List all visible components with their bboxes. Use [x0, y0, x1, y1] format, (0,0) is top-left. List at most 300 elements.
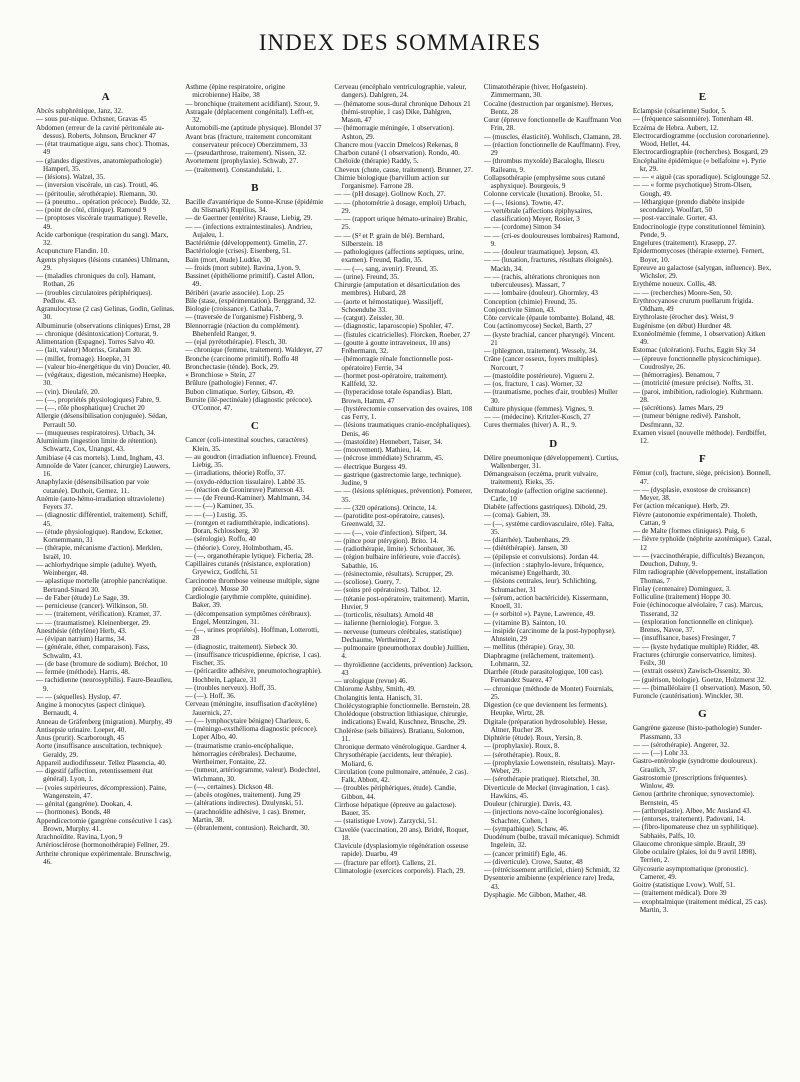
index-entry: — — (—) Lustig, 35. — [185, 510, 248, 519]
index-entry: Chronique dermato vénérologique. Gardner 4. — [334, 743, 467, 751]
index-entry: Cures thermales (hiver) A. R., 9. — [483, 421, 577, 430]
index-entry: — (vitamine B). Sainton, 10. — [483, 618, 567, 627]
index-entry: Duodénum (bulbe, travail mécanique). Schmidt Ingelein, 32. — [483, 833, 620, 850]
index-entry: — (—, propriétés physiologiques) Fabre, 9. — [36, 395, 161, 404]
index-entry: — (traumatisme, poches d'air, troubles) Muller 30. — [483, 388, 618, 405]
index-entry: — (catgut). Zeissler, 30. — [334, 314, 404, 322]
index-entry: Arachnoïdite. Ravina, Lyon, 9 — [36, 833, 123, 841]
section-letter: F — [699, 453, 706, 466]
index-entry: — (extrait osseux) Zawisch-Ossenitz, 30. — [632, 667, 752, 676]
index-entry: — (à pneumo... opération précoce). Budde, 32. — [36, 197, 171, 206]
index-entry: Culture physique (femmes). Vignes, 9. — [483, 404, 594, 413]
index-entry: Film radiographie (développement, installation Thomas, 7 — [632, 568, 768, 585]
index-entry: Anémie (auto-hémo-irradiation ultraviolette) Feyers 37. — [36, 494, 165, 511]
index-entry: — — (cordome) Simon 34 — [483, 223, 561, 232]
index-entry: Anaphylaxie (désensibilisation par voie cutanée). Duthoit, Gernez. 11. — [36, 478, 150, 495]
index-entry: — (hystérectomie conservation des ovaires, 108 cas Ferry, 1. — [334, 404, 473, 421]
index-entry: Dysphagie. Mc Gibbon, Mather, 48. — [483, 890, 587, 899]
index-entry: Chrysothérapie (accidents, leur thérapie). Moliard, 6. — [334, 751, 453, 768]
index-entry: — (troubles circulatoires périphériques). Pedlow. 43. — [36, 288, 153, 305]
index-entry: Astragale (déplacement congénital). Lefft-er, 32. — [185, 107, 314, 124]
index-entry: — pathologiques (affections septiques, urine, examen). Freund, Radin, 35. — [334, 248, 464, 265]
index-entry: — (diverticule). Crowe, Sauter, 48 — [483, 857, 583, 866]
index-entry: — — (vaccinothérapie, difficultés) Bezançon, Deuchon, Duhuy, 9. — [632, 551, 765, 568]
index-entry: Conception (chimie) Freund, 35. — [483, 297, 578, 306]
index-entry: — (hormet post-opératoire, traitement). Kallfeld, 32. — [334, 371, 448, 388]
index-entry: Bronche (carcinome primitif). Roffo 48 — [185, 354, 299, 363]
index-entry: — (insuffisance tricuspidienne, épicrise, 1 cas). Fischer, 35. — [185, 650, 322, 667]
index-entry: — (statistique Lvow). Zarzycki, 51. — [334, 817, 437, 826]
index-entry: Bursite (ilé-pectinéale) (diagnostic précoce). O'Connor, 47. — [185, 395, 313, 412]
index-entry: — — (séquelles). Hyslop, 47. — [36, 692, 122, 701]
index-entry: « Bronchiose » Stein, 27 — [185, 371, 256, 379]
index-entry: Agranulocytose (2 cas) Gelinas, Godin, Gelinas. 30. — [36, 305, 175, 322]
index-entry: — (nécrose immédiate) Schramm, 45. — [334, 454, 444, 463]
index-entry: Furoncle (cautérisation). Winckler, 30. — [632, 692, 744, 700]
index-entry: Clavelée (vaccination, 20 ans). Bridré, Roquet, 18. — [334, 825, 469, 842]
index-entry: — (fibro-lipomateuse chez un syphilitique). Sabhaiès, Palfs, 10. — [632, 823, 759, 840]
index-entry: — (évipan natrium) Harms, 34. — [36, 635, 127, 643]
index-entry: — (glandes digestives, anatomiepathologie) Hamperl, 35. — [36, 156, 162, 173]
index-entry: Folliculine (traitement) Hoppe 30. — [632, 593, 731, 601]
index-entry: Cancer (coli-intestinal souches, caractères) Klein, 35. — [185, 436, 308, 453]
index-entry: — (exploration fonctionnelle en clinique). Brenes, Navoe, 37. — [632, 617, 754, 634]
section-letter: C — [250, 420, 259, 433]
index-entry: — — (de Freund-Kaminer). Mahlmann, 34. — [185, 494, 311, 502]
index-entry: Engelures (traitement). Krasepp, 27. — [632, 239, 737, 247]
index-entry: — gastrique (gastrectomie large, technique). Judine, 9 — [334, 470, 462, 487]
index-entry: — — (cri-es douloureuses lombaires) Ramond, 9. — [483, 231, 620, 248]
index-entry: Finlay (centenaire) Dominguez, 3. — [632, 584, 731, 593]
index-entry: Bubon climatique. Sorley, Gibson, 49. — [185, 387, 295, 396]
index-entry: — (décompensation symptômes cérébraux). Engel, Mentzingen, 31. — [185, 609, 312, 626]
index-entry: Climatologie (exercices corporels). Flach, 29. — [334, 866, 466, 875]
index-entry: — (entorses, traitement). Padovani, 14. — [632, 815, 746, 823]
index-entry: Angine à monocytes (aspect clinique). Bernaudt, 4. — [36, 701, 146, 718]
index-entry: — — (—, sang, avenir). Freund, 35. — [334, 264, 439, 273]
index-entry: — (muscles, élasticité). Wohlisch, Clamann, 28. — [483, 132, 622, 141]
index-entry: — (hémorragie méningée, 1 observation). Ashton, 29. — [334, 124, 455, 141]
index-entry: — (épreuve fonctionnelle physicochimique). Coudroslye, 26. — [632, 354, 761, 371]
index-entry: — (thérapie, mécanisme d'action). Merklen, Israël, 10. — [36, 544, 163, 561]
index-entry: Agents physiques (lésions cutanées) Uhlmann, 29. — [36, 255, 170, 272]
index-entry: Diabète (affections gastriques). Dibold, 29. — [483, 503, 608, 511]
index-entry: — (générale, éther, comparaison). Fass, Schwalm, 43. — [36, 643, 150, 660]
index-entry: — — (kyste hydatique multiple) Ridder, 48. — [632, 642, 760, 651]
index-entry: — — (—) Lohr 33. — [632, 749, 689, 757]
index-entry: — italienne (herniologie). Forgue. 3. — [334, 619, 440, 628]
index-entry: — (lait, valeur) Morriss, Graham 30. — [36, 346, 142, 355]
index-entry: — — lombaire (douleur). Ghormley, 43 — [483, 289, 598, 298]
index-entry: — (tumeur, artériogramme, valeur). Bodechtel, Wichmann, 30. — [185, 766, 321, 783]
index-entry: — (—). Hoff, 36. — [185, 692, 236, 700]
index-entry: — (goutte à goutte intraveineux, 10 ans) Fréhermann, 32. — [334, 338, 451, 355]
index-entry: — au goudron (irradiation influence). Freund, Liebig, 35. — [185, 452, 317, 469]
index-entry: Anus (prurit). Scarborough, 45 — [36, 734, 125, 742]
index-entry: — (arthroplastie). Albee, Mc Ausland 43. — [632, 806, 752, 815]
index-entry: — (—, système cardiovasculaire, rôle). Falta, 35. — [483, 519, 614, 536]
index-entry: — — (traumatisme). Kleinenberger, 29. — [36, 618, 151, 627]
index-entry: Gangrène gazeuse (histo-pathologie) Sunder-Plassmann, 33 — [632, 724, 763, 741]
index-entry: — (diagnostic, traitement). Siebeck 30. — [185, 642, 298, 651]
index-entry: — (prophylaxie Lowenstein, résultats). Mayr-Weber, 29. — [483, 758, 616, 775]
index-entry: Chirurgie (amputation et désarticulation des membres). Hubard, 28 — [334, 281, 460, 298]
index-entry: Erythème noueux. Collis, 48. — [632, 280, 717, 289]
index-entry: Biologie (croissance). Cathala, 7. — [185, 305, 281, 313]
index-entry: — — « forme psychotique) Strom-Olsen, Gough, 49. — [632, 181, 752, 198]
index-entry: — (tétanie post-opératoire, traitement). Martin, Huvier, 9 — [334, 594, 470, 611]
index-entry: Charbon cutané (1 observation). Rondo, 40. — [334, 149, 460, 157]
index-entry: — (altérations indirectes). Dzulynski, 51. — [185, 799, 304, 808]
index-entry: Globe oculaire (plaies, loi du 9 avril 1898). Terrien, 2. — [632, 848, 757, 865]
index-entry: Cheveux (chute, cause, traitement). Brunner, 27. — [334, 165, 473, 174]
index-entry: Conjonctivite Simon, 43. — [483, 305, 556, 314]
index-entry: — (parotidite post-opératoire, causes). Greenwald, 32. — [334, 512, 445, 529]
index-entry: Gastro-entérologie (syndrome douloureux). Graulich, 37. — [632, 757, 758, 774]
index-entry: — — (rachis, altérations chroniques non tuberculeuses). Massart, 7 — [483, 272, 600, 289]
index-entry: — — (—, voie d'infection). Sifpert, 34. — [334, 528, 448, 537]
index-entry: — (hématome sous-dural chronique Dehoux 21 (hémi-strophie, 1 cas) Dike, Dahlgren, Mason, 47 — [334, 99, 471, 124]
index-entry: — (troubles périphériques, étude). Candie, Gibbon, 44. — [334, 784, 457, 801]
index-entry: Erythrolaste (érocher des). Weist, 9 — [632, 313, 734, 322]
index-entry: — — (—) Kaminer, 35. — [185, 502, 254, 511]
index-entry: — (traversée de l'organisme) Fishberg, 9. — [185, 313, 304, 322]
index-entry: — (aorte et hémostatique). Wassiljeff, Schoendube 33. — [334, 297, 444, 314]
index-entry: Appareil audiodifusseur. Tellez Plasencia, 40. — [36, 758, 167, 767]
index-entry: Bassinet (épithéliome primitif). Castel Allon, 49. — [185, 272, 315, 289]
index-entry: Albuminurie (observations cliniques) Ernst, 28 — [36, 321, 171, 330]
index-entry: — (prophylaxie). Roux, 8. — [483, 742, 560, 751]
index-entry: — de Malte (formes cliniques). Puig, 6 — [632, 527, 745, 535]
index-entry: — chronique (désintoxication) Corturat, 9. — [36, 329, 159, 338]
index-entry: — aplastique mortelle (atrophie pancréatique. Bertrand-Sinard 30. — [36, 577, 168, 594]
index-entry: Electrocardiogramme (occlusion coronarienne). Wood, Hellet, 44. — [632, 131, 770, 148]
index-entry: — (diététhérapie). Jansen, 30 — [483, 544, 568, 553]
index-entry: Abdomen (erreur de la cavité péritonéale au-dessus). Roberts, Johnson, Bruckner 47 — [36, 123, 165, 140]
index-entry: — (urine). Freund, 35. — [334, 272, 400, 281]
index-entry: — mellitus (thérapie). Gray, 30. — [483, 643, 575, 652]
index-entry: Clavicule (dysplasiomyie régénération osseuse rapide). Duarbu, 49 — [334, 842, 469, 859]
index-entry: Glycosurie asymptomatique (pronostic). Camerer, 49. — [632, 864, 749, 881]
index-entry: — — (rapport urique hémato-urinaire) Brahic, 25. — [334, 215, 468, 232]
index-entry: — chronique (méthode de Montet) Fournials, 25. — [483, 684, 614, 701]
index-entry: — (abcès otogènes, traitement). Jung 29 — [185, 791, 301, 799]
index-entry: Cerveau (encéphalo ventriculographie, valeur, dangers). Dahlgren, 24. — [334, 83, 467, 100]
index-entry: Foie (échinocoque alvéolaire, 7 cas). Marcus, Tisserand, 32 — [632, 601, 763, 618]
index-entry: — (lésions traumatiques cranio-encéphaliques). Denis, 46 — [334, 421, 471, 438]
index-entry: Eclampsie (césarienne) Sudor, 5. — [632, 107, 727, 115]
index-entry: — (sérologie). Roffo, 40 — [185, 535, 256, 544]
index-entry: — (phlegmon, traitement). Wessely, 34. — [483, 347, 598, 355]
index-entry: — — (médecine). Kritzler-Kosch, 27 — [483, 413, 591, 421]
index-entry: — (torticolis, résultats). Arnold 48 — [334, 611, 434, 619]
index-entry: Acide carbonique (respiration du sang). Marx, 32. — [36, 230, 169, 247]
index-entry: Fièvre (autonomie expérimentale). Tholeth, Cattan, 9 — [632, 510, 758, 527]
index-entry: Cœur (épreuve fonctionnelle de Kauffmann Von Frin, 28. — [483, 116, 622, 133]
index-entry: Brûlure (pathologie) Fenner, 47. — [185, 379, 278, 388]
index-entry: Chancre mou (vaccin Dmelcos) Rekenas, 8 — [334, 140, 459, 149]
index-entry: Blennorragie (réaction du complément). Bhehenfeld Ranger, 9. — [185, 321, 300, 338]
index-entry: Démangeaison (eczéma, prurit vulvaire, traitement). Rieks, 35. — [483, 470, 599, 487]
index-entry: — (vin). Dieulafé, 20. — [36, 387, 100, 396]
index-entry: Digestion (ce que deviennent les ferments). Heupke, Wirtz, 28. — [483, 701, 608, 718]
index-entry: Circulation (cone pulmonaire, atténuée, 2 cas). Falk, Abbott, 42. — [334, 767, 469, 784]
index-entry: Diarrhée (étude parasitologique, 100 cas). Fernandez Suarez, 47 — [483, 668, 604, 685]
index-entry: Fractures (chirurgie conservatrice, limites). Feilx, 30 — [632, 650, 757, 667]
index-entry: — (motricité (mesure précise). Noffts, 31. — [632, 379, 754, 388]
index-entry: — léthargique (prendo diabète insipide secondaire). Woolfart, 50 — [632, 197, 745, 214]
index-entry: — — (lésions spléniques, prévention). Pomerer, 35. — [334, 487, 473, 504]
index-entry: — génital (gangrène). Dookan, 4. — [36, 800, 133, 808]
index-entry: — (tumeur bénigne redivé). Pansholt, Desfmrann, 32. — [632, 412, 741, 429]
index-entry: — (—, organothérapie lytique). Ficheria, 28. — [185, 551, 314, 560]
index-entry: Epreuve au galactose (salyrgan, influence). Bex, Wichsler, 29. — [632, 263, 772, 280]
index-entry: — (résinectomie, résultats). Scrupper, 29. — [334, 569, 454, 578]
index-column — [185, 83, 324, 1068]
index-entry: — (diagnostic différentiel, traitement). Schiff, 45. — [36, 511, 168, 528]
index-entry: Estomac (ulcération). Fuchs, Eggin Sky 34 — [632, 346, 756, 355]
index-entry: Diphtérie (étude). Roux, Yersin, 8. — [483, 734, 583, 742]
index-column — [633, 83, 772, 1068]
index-entry: — — (320 opérations). Orincte, 14. — [334, 503, 437, 512]
index-entry: — (insuffisance, bases) Fresinger, 7 — [632, 634, 736, 643]
index-entry: Aluminium (ingestion limite de rétention). Schwartz, Cox, Unangst, 43. — [36, 437, 158, 454]
index-entry: — (lésions). Walzel, 35. — [36, 173, 106, 181]
index-entry: Cholérèse (sels biliaires). Bratianu, Solomon, 11. — [334, 726, 465, 743]
index-entry: — (troubles nerveux). Hoff, 35. — [185, 683, 277, 692]
index-entry: Cerveau (méningite, insuffisation d'acétylène) Jauernick, 27. — [185, 700, 317, 717]
index-entry: — fermée (méthode). Harris, 48. — [36, 668, 130, 676]
index-entry: Cholédoque (obstruction lithiasique, chirurgie, indications) Ewald, Kuschnez, Brusche, 29. — [334, 710, 468, 727]
index-entry: — (fracture par effort). Callens, 21. — [334, 858, 437, 867]
index-entry: Colonne cervicale (luxation). Brooke, 51. — [483, 190, 603, 199]
index-entry: — — (bimalléolaire (1 observation). Mason, 50. — [632, 683, 772, 692]
index-entry: — (soins pré opératoires). Talbot. 12. — [334, 586, 442, 595]
index-entry: — (—, lésions). Towne, 47. — [483, 198, 564, 207]
index-entry: — (« sorbitol »). Payne, Lawrence, 49. — [483, 610, 596, 619]
index-entry: Côte cervicale (épaule tombante). Boland, 48. — [483, 314, 615, 322]
index-entry: — (muqueuses respiratoires). Urbach, 34. — [36, 428, 156, 437]
index-entry: — (scoliose). Guery, 7. — [334, 578, 401, 586]
index-entry: — (état traumatique aigu, sans choc). Thomas, 49 — [36, 140, 170, 157]
index-entry: — — (luxation, fractures, résultats éloignés). Mackh, 34. — [483, 256, 613, 273]
index-entry: — exophtalmique (traitement médical, 25 cas). Martin, 3. — [632, 897, 768, 914]
index-entry: — de Gaertner (entérite) Krause, Liebig, 29. — [185, 214, 313, 223]
index-entry: — thyroïdienne (accidents, prévention) Jackson, 43 — [334, 660, 473, 677]
index-entry: Alimentation (Espagne). Torres Salvo 40. — [36, 338, 155, 346]
index-entry: Aorte (insuffisance auscultation, technique). Geraldy, 29. — [36, 742, 163, 759]
index-entry: Douleur (chirurgie). Davis, 43. — [483, 800, 572, 808]
index-entry: — (cancer primitif) Egle, 46. — [483, 849, 567, 858]
section-letter: B — [251, 181, 259, 194]
index-entry: Capillaires cutanés (résistance, exploration) Gryewicz, Godfchi, 51 — [185, 560, 311, 577]
index-entry: — post-vaccinale. Gorter, 43. — [632, 214, 718, 223]
index-entry: — fièvre typhoïde (néphrite azotémique). Cazal, 12 — [632, 535, 772, 552]
index-entry: — nerveuse (tumeurs cérébrales, statistique) Dechaume, Wertheimer, 2 — [334, 627, 462, 644]
index-entry: — (valeur bio-énergétique du vin) Doucier, 40. — [36, 362, 171, 371]
index-entry: — (coma). Gabiert, 39. — [483, 511, 551, 520]
index-entry: Digitale (préparation hydrosoluble). Hesse, Altner, Rucher 28. — [483, 717, 608, 734]
index-entry: — (réaction fonctionnelle de Kauffmann). Frey, 29 — [483, 140, 621, 157]
index-entry: Genou (arthrite chronique, synovectomie). Bernstein, 45 — [632, 790, 755, 807]
index-entry: Acupuncture Flandin. 10. — [36, 247, 109, 256]
index-entry: — pulmonaire (pneumothorax double) Juillien, 4. — [334, 644, 470, 661]
index-entry: — (arachnoïdite adhésive, 1 cas). Bremer, Martin, 38. — [185, 807, 306, 824]
index-entry: Electrocardiographie (recherches). Bosgard, 29 — [632, 148, 768, 157]
index-entry: Gastrostomie (prescriptions fréquentes). Winlow, 49. — [632, 773, 748, 790]
index-entry: Asthme (épine respiratoire, origine microbienne) Haibe, 38 — [185, 83, 286, 100]
index-entry: — (injections novo-caïne locorégionales). Schachter, Cohen, 1 — [483, 808, 604, 825]
index-entry: — (thrombus myxoïde) Bacaloglu, Iliescu Raileanu, 9. — [483, 157, 605, 174]
index-entry: — (irradiations, théorie) Roffo, 37. — [185, 469, 286, 478]
index-entry: — froids (mort subite). Ravina, Lyon. 9. — [185, 263, 301, 272]
index-entry: Epidermomycoses (thérapie externe). Fernert, Boyer, 10. — [632, 247, 764, 264]
index-entry: — (lésions centrales, leur). Schlichting, Schumacher, 31 — [483, 577, 597, 594]
index-entry: Antisepsie urinaire. Loeper, 40. — [36, 725, 127, 734]
index-entry: — digestif (affection, retentissement état général). Lyon, 1. — [36, 767, 153, 784]
index-entry: — insipide (carcinome de la post-hypophyse). Ahnstein, 29 — [483, 626, 616, 643]
index-entry: Diverticule de Meckel (invagination, 1 cas). Hawkins, 45. — [483, 783, 610, 800]
index-entry: — (guérison, biologie). Goetze, Holzmerst 32. — [632, 675, 766, 684]
index-entry: — (paroi, imbibition, radiologie). Kuhrmann. 28. — [632, 387, 763, 404]
index-column — [36, 83, 175, 1068]
index-entry: — (pseudarthrose, traitement). Nissen, 32. — [185, 149, 307, 157]
index-entry: — vertébrale (affections épiphysaires, classification) Meyer, Rosier, 3 — [483, 206, 593, 223]
index-entry: — (infection : staphylo-levure, fréquence, mécanisme) Engelhardt, 30. — [483, 560, 604, 577]
index-entry: — (diarrhée). Taubenhaus, 29. — [483, 536, 571, 544]
index-entry: — achlorhydrique simple (adulte). Wyeth, Weinberger, 48. — [36, 560, 157, 577]
index-entry: — de Faber (étude) Le Sage, 39. — [36, 593, 130, 602]
index-entry: — (fistules cicatricielles). Florcken, Roeber, 27 — [334, 330, 471, 339]
index-entry: — (voies supérieures, décompression). Paine, Wangenstein, 47. — [36, 783, 167, 800]
index-entry: Carcinome thrombose veineuse multiple, signe précoce). Mosse 30 — [185, 576, 320, 593]
index-entry: — (étude physiologique). Randow, Eckener, Kornemmann, 31 — [36, 527, 163, 544]
index-entry: — (mouvement). Mathieu, 14. — [334, 446, 422, 454]
index-entry: Appendicectomie (gangrène consécutive 1 cas). Brown, Murphy. 41. — [36, 816, 173, 833]
index-entry: — (traitement médical). Dore 39 — [632, 889, 727, 898]
index-entry: Bain (mort, étude) Ludtke, 30 — [185, 255, 271, 264]
index-entry: Bacille d'avantérique de Sonne-Kruse (épidémie du Slismark) Rupilius, 34. — [185, 197, 324, 214]
index-entry: Fémur (col), fracture, siège, précision). Bonnell, 47. — [632, 469, 771, 486]
index-entry: — (radiothérapie, limite). Schonbauer, 36. — [334, 545, 456, 553]
index-entry: — (réaction de Groninruve) Patterson 43. — [185, 485, 305, 494]
index-entry: — (—, certaines). Dickson 48. — [185, 782, 274, 791]
index-entry: — — (douleur traumatique). Jepson, 43. — [483, 248, 600, 256]
index-entry: Goitre (statistique Lvow). Wolf, 51. — [632, 881, 736, 889]
index-entry: Fer (action mécanique). Herb, 29. — [632, 502, 730, 511]
index-column — [334, 83, 473, 1068]
index-entry: Cholécystographie fonctionnelle. Bernstein, 28. — [334, 701, 471, 710]
index-entry: Délire pneumonique (développement). Curtius, Wallenberger, 31. — [483, 453, 619, 470]
index-entry: — (rétrécissement artificiel, chien) Schmidt, 32 — [483, 866, 620, 874]
index-entry: Arthrite chronique expérimentale. Brunschwig, 46. — [36, 849, 172, 866]
index-entry: Cardiologie (arythmie complète, quinidine). Baker, 39. — [185, 593, 312, 610]
index-entry: Chimie biologique (barvillum action sur l'organisme). Farrone 28. — [334, 173, 450, 190]
index-entry: — (kyste brachial, cancer pharyngé). Vincent. 21 — [483, 330, 616, 347]
index-entry: — (hormones). Bonds, 48 — [36, 808, 111, 817]
index-entry: — (de base (bromure de sodium). Bréchot, 10 — [36, 659, 168, 668]
index-entry: — (ejal pyrétothérapie). Flesch, 30. — [185, 338, 287, 346]
index-entry: — (sérum, action bactéricide). Kissermann, Knoell, 31. — [483, 593, 609, 610]
index-entry: — (sécrétions). James Mars, 29 — [632, 404, 724, 412]
index-entry: Amnoïde de Vater (cancer, chirurgie) Lauwers, 16. — [36, 461, 171, 478]
index-entry: Dysenterie amibienne (expérience rare) Ireda, 43. — [483, 874, 615, 891]
index-entry: — (pince pour ptérygion). Brito. 14. — [334, 536, 439, 545]
index-entry: — — (pH dosage). Gollnow Koch, 27. — [334, 190, 446, 199]
index-entry: — (diagnostic, laparoscopie) Spohler, 47. — [334, 322, 454, 331]
index-entry: Bile (stase, (expérimentation). Berggrand, 32. — [185, 296, 316, 305]
index-entry: — (épilepsie et convulsions). Jordan 44. — [483, 552, 599, 561]
index-entry: Anneau de Gräfenberg (migration). Murphy, 49 — [36, 717, 173, 726]
section-letter: G — [698, 708, 707, 721]
index-entry: Anesthésie (éthylène) Herb, 43. — [36, 626, 127, 635]
index-entry: — (région bulbaire inférieure, voie d'accès). Sabathie, 16. — [334, 553, 461, 570]
index-entry: Climatothérapie (hiver, Hofgastein). Zimmermann, 30. — [483, 83, 588, 100]
index-entry: — rachidienne (neurosyphilis). Faure-Beaulieu, 9. — [36, 676, 173, 693]
index-entry: — (fréquence saisonnière). Tottenham 48. — [632, 115, 754, 124]
index-entry: Chlorome Ashby, Smith, 49. — [334, 685, 416, 694]
index-entry: Béribéri (avarie associée). Lop. 25 — [185, 288, 284, 297]
index-entry: Allergie (désensibilisation conjuguée). Sédan, Perrault 50. — [36, 412, 168, 429]
index-entry: Avant bras (fracture, traitement concomitant conservateur précoce) Oberzimmern, 33 — [185, 132, 312, 149]
index-entry: — (méningo-exsthélioma diagnostic précoce). Loper Albo, 40. — [185, 725, 318, 742]
index-entry: — (péricardite adhésive, pneumotochographie). Hochbein, Laplace, 31 — [185, 667, 322, 684]
index-entry: Automobili-me (aptitude physique). Blondel 37 — [185, 124, 322, 133]
index-entry: — (ébranlement, contusion). Reichardt, 30. — [185, 824, 310, 832]
index-entry: Artériosclérose (hormonothérapie) Fellner, 29. — [36, 841, 170, 850]
index-entry: — (traumatisme cranio-encéphalique, hémorragies cérébrales). Dechaume, Wertheimer, Fontaine, 22. — [185, 741, 297, 766]
index-entry: — chronique (femme, traitement). Waldeyer, 27 — [185, 346, 323, 355]
index-entry: Exonéolmémie (femme, 1 observation) Aitken 49. — [632, 329, 766, 346]
index-entry: Cholangitis lenta. Hanisch, 31. — [334, 693, 423, 702]
index-entry: Bronchectasie (ténde). Bock, 29. — [185, 362, 279, 371]
index-entry: — — (recherches) Moore-Sen, 50. — [632, 288, 733, 297]
section-letter: D — [549, 437, 558, 450]
index-entry: Erythrocyanose crurum puellarum frigida. Oldham, 49 — [632, 296, 754, 313]
index-entry: Cocaïne (destruction par organisme). Herxes, Bentz, 28 — [483, 99, 614, 116]
index-entry: Amibiase (4 cas mortels). Lund, Ingham, 43. — [36, 453, 165, 462]
index-columns — [36, 83, 772, 1068]
index-entry: Cirrhose hépatique (épreuve au galactose). Bauer, 35. — [334, 800, 457, 817]
index-entry: — bronchique (traitement acidifiant). Szour, 9. — [185, 99, 320, 108]
index-entry: Avortement (prophylaxie). Schwab, 27. — [185, 157, 299, 166]
index-entry: — — (sérothérapie). Angerer, 32. — [632, 740, 730, 749]
index-entry: — (millet, fromage). Hoepke, 31 — [36, 354, 131, 363]
index-entry: — (hémorragie rénale fonctionnelle post-opératoire) Ferrie, 34 — [334, 355, 453, 372]
index-entry: — (—, rôle phosphatique) Cruchet 20 — [36, 404, 145, 412]
index-entry: — (sympathique). Schaw, 46. — [483, 824, 569, 833]
index-entry: — (—, urines propriétés). Hoffman, Lotterotti, 28 — [185, 626, 319, 643]
index-entry: — électrique Burgess 49. — [334, 462, 407, 471]
index-entry: — (mastoïdite postérieure). Vigueru 2. — [483, 371, 595, 380]
index-entry: — — (infections extraintestinales). Andrieu, Aujaleu, 1. — [185, 222, 313, 239]
index-entry: — (hyperacidose totale éspandias). Blatt, Brown, Hamm, 47 — [334, 388, 453, 405]
index-entry: Dermatologie (affection origine sacrienne). Carle, 10 — [483, 486, 608, 503]
index-entry: — (os, fracture, 1 cas). Worner, 32 — [483, 380, 583, 388]
index-entry: — — « aiguë (cas sporadique). Scigloungge 52. — [632, 173, 771, 181]
index-entry: — (péritoulie, sérothérapie). Riemann, 30. — [36, 189, 158, 198]
index-entry: Cou (actinomycose) Seckel, Barth, 27 — [483, 322, 593, 331]
index-entry: — (rontgen et radiumthérapie, indications). Doran, Schlossberg, 30 — [185, 518, 310, 535]
index-entry: — (végétaux, digestion, mécanisme) Heepke, 30. — [36, 371, 167, 388]
index-entry: — (point de côté, clinique). Ramond 9 — [36, 206, 147, 214]
index-entry: Glaucome chronique simple. Brault, 39 — [632, 839, 746, 848]
section-letter: A — [101, 91, 110, 103]
index-entry: Bactériémie (développement). Gmelin, 27. — [185, 239, 308, 247]
index-entry: — — (photométrie à dosage, emploi) Urbach, 29. — [334, 198, 467, 215]
index-entry: Chéloïde (thérapie) Raddy, 5. — [334, 157, 419, 166]
page-title: INDEX DES SOMMAIRES — [258, 30, 542, 55]
